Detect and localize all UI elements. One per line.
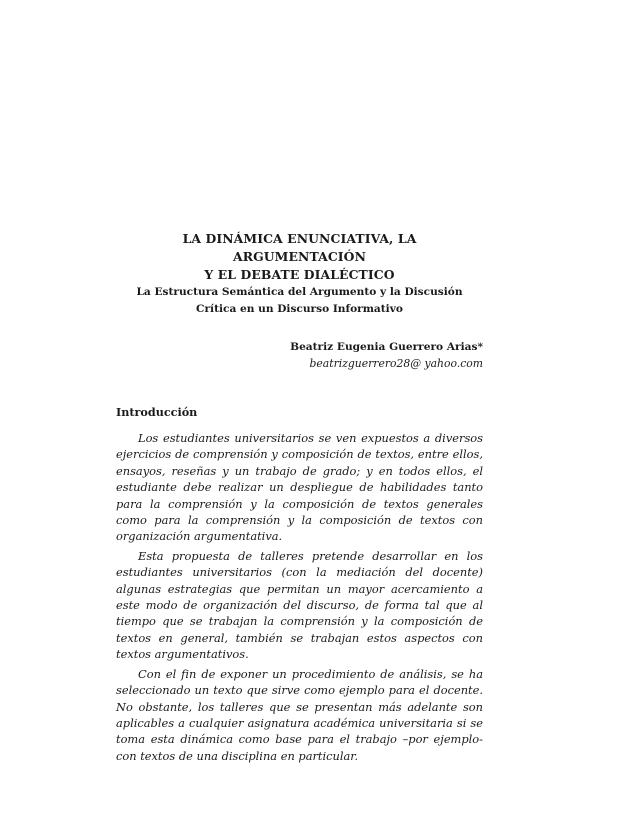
author-name: Beatriz Eugenia Guerrero Arias* bbox=[290, 341, 483, 353]
article-subtitle bbox=[116, 284, 483, 318]
paragraph-2: Esta propuesta de talleres pretende desarrollar en los estudiantes universitarios (con la mediación del docente) algunas estrategias que permitan un mayor acercamiento a este modo de organización del discurso, de forma tal que al tiempo que se trabajan la comprensión y la composición de textos en general, también se trabajan estos aspectos con textos argumentativos. bbox=[116, 548, 483, 662]
article-title bbox=[116, 230, 483, 284]
article-subtitle-line-2: Crítica en un Discurso Informativo bbox=[196, 303, 403, 315]
author-block bbox=[116, 340, 483, 372]
section-heading: Introducción bbox=[116, 405, 198, 419]
article-title-line-1: LA DINÁMICA ENUNCIATIVA, LA ARGUMENTACIÓN bbox=[182, 231, 417, 264]
body-text bbox=[116, 430, 483, 764]
author-email: beatrizguerrero28@ yahoo.com bbox=[309, 357, 483, 370]
paragraph-3: Con el fin de exponer un procedimiento de análisis, se ha seleccionado un texto que sirve como ejemplo para el docente. No obstante, los talleres que se presentan más adelante son aplicables a cualquier asignatura académica universitaria si se toma esta dinámica como base para el trabajo –por ejemplo- con textos de una disciplina en particular. bbox=[116, 666, 483, 763]
article-title-line-2: Y EL DEBATE DIALÉCTICO bbox=[204, 267, 395, 282]
paragraph-1: Los estudiantes universitarios se ven expuestos a diversos ejercicios de comprensión y composición de textos, entre ellos, ensayos, reseñas y un trabajo de grado; y en todos ellos, el estudiante debe realizar un despliegue de habilidades tanto para la comprensión y la composición de textos generales como para la comprensión y la composición de textos con organización argumentativa. bbox=[116, 431, 483, 544]
article-subtitle-line-1: La Estructura Semántica del Argumento y la Discusión bbox=[136, 286, 463, 298]
article-page bbox=[116, 230, 483, 764]
